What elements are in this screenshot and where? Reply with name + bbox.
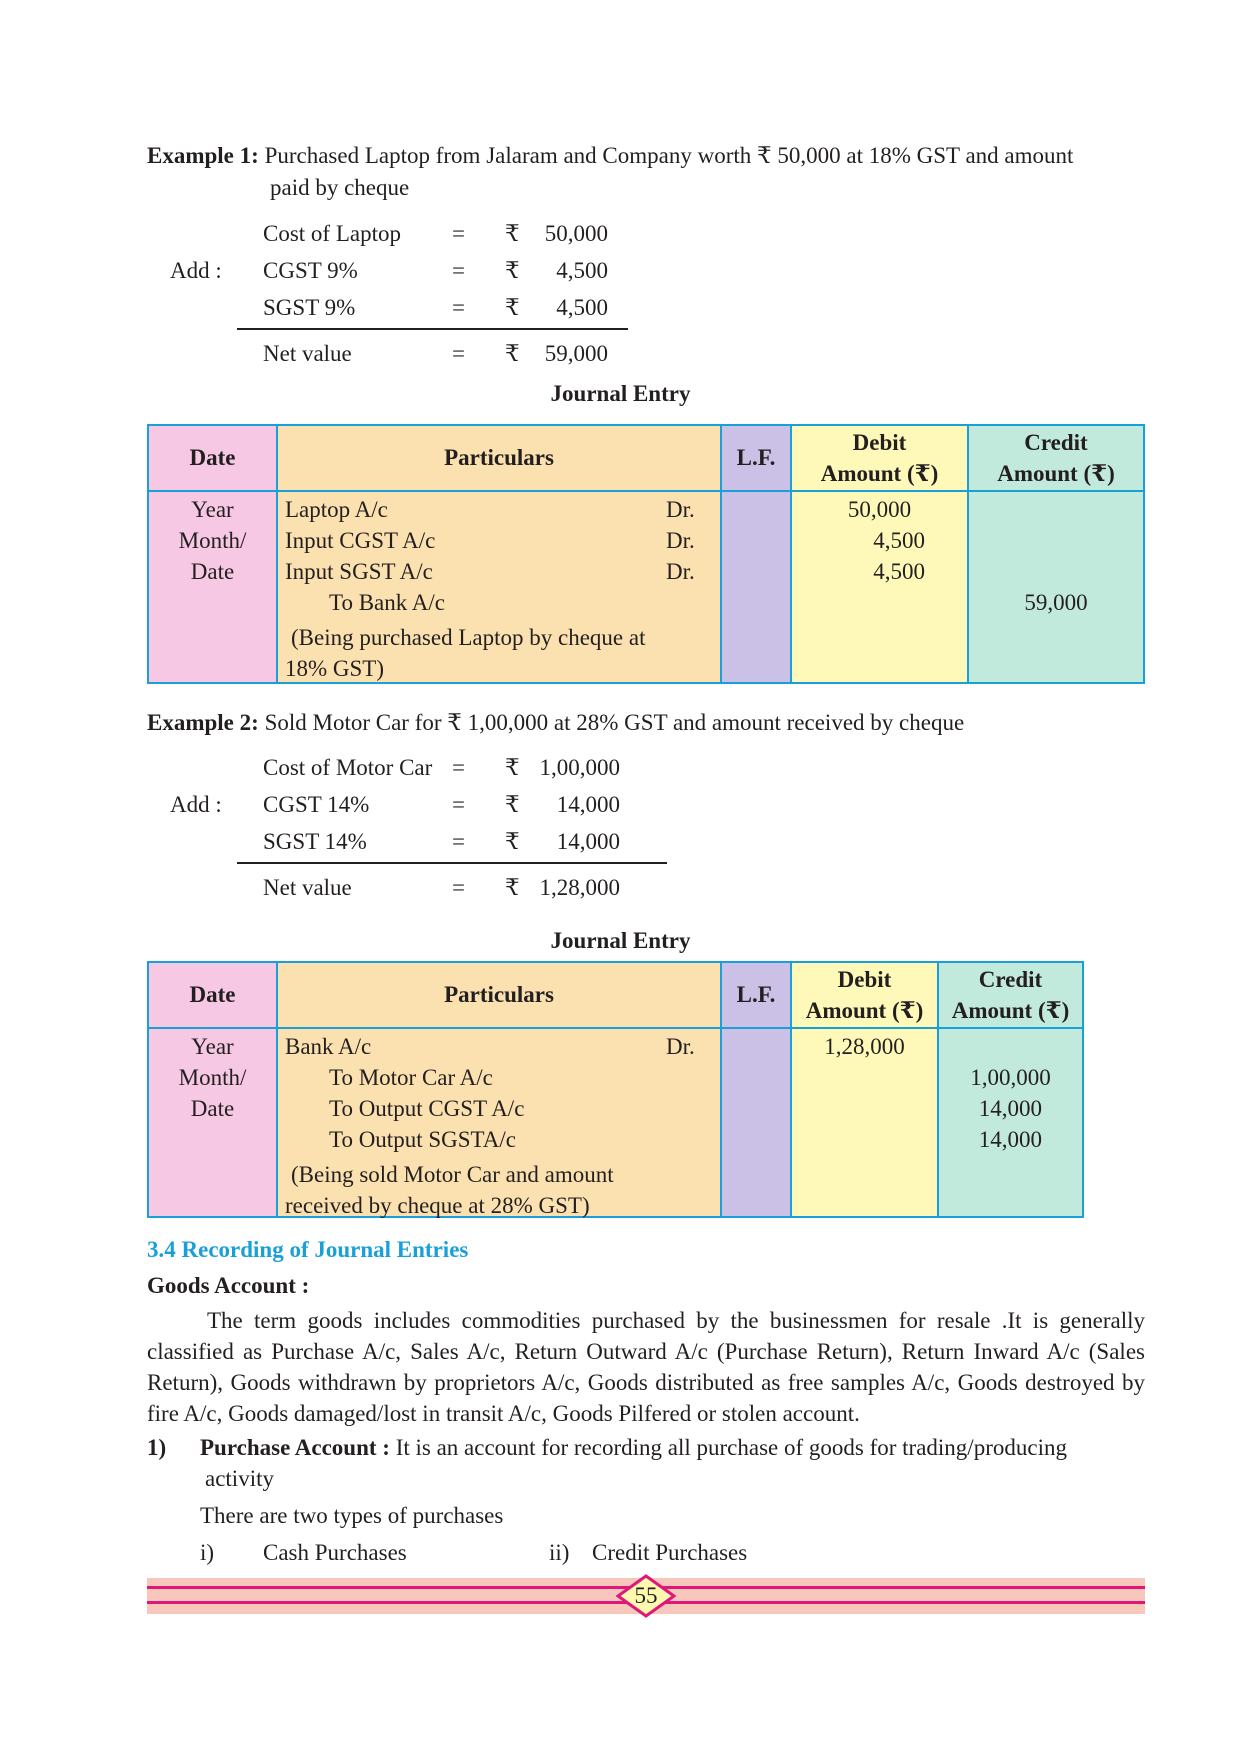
example2-text: Sold Motor Car for ₹ 1,00,000 at 28% GST and amount received by cheque — [264, 710, 965, 735]
calc-net-amount: 1,28,000 — [539, 875, 620, 900]
type-cash-purchases: Cash Purchases — [263, 1540, 407, 1565]
calc-amount: 14,000 — [556, 829, 620, 854]
type-i-number: i) — [200, 1540, 215, 1565]
date-line: Month/ — [178, 528, 247, 553]
calc-eq: = — [452, 792, 465, 817]
add-label: Add : — [170, 258, 222, 283]
calc-eq: = — [452, 755, 465, 780]
purchase-types-intro: There are two types of purchases — [200, 1503, 504, 1528]
header-credit — [969, 426, 1143, 490]
calc-eq: = — [452, 221, 465, 246]
credit-amount: 14,000 — [978, 1127, 1042, 1152]
particular: To Output SGSTA/c — [329, 1127, 516, 1152]
page-number: 55 — [634, 1583, 658, 1609]
purchase-account-text: It is an account for recording all purchase of goods for trading/producing — [395, 1435, 1067, 1460]
example2-statement — [147, 707, 1145, 738]
section-heading: 3.4 Recording of Journal Entries — [147, 1237, 469, 1262]
journal-title: Journal Entry — [550, 381, 691, 406]
credit-amount: 14,000 — [978, 1096, 1042, 1121]
calc-net-label: Net value — [263, 875, 352, 900]
particular: Laptop A/c — [285, 497, 388, 522]
particular: To Output CGST A/c — [329, 1096, 525, 1121]
calc-item: CGST 14% — [263, 792, 370, 817]
header-credit — [939, 963, 1082, 1027]
header-credit-line1: Credit — [1024, 429, 1088, 455]
particular: Input CGST A/c — [285, 528, 436, 553]
rupee-icon: ₹ — [505, 755, 520, 780]
narration: (Being purchased Laptop by cheque at — [291, 625, 646, 650]
header-date: Date — [189, 445, 236, 471]
debit-amount: 50,000 — [847, 497, 912, 522]
example1-calculation — [0, 218, 700, 398]
calc-item: Cost of Motor Car — [263, 755, 433, 780]
calc-eq: = — [452, 295, 465, 320]
calc-amount: 4,500 — [556, 295, 608, 320]
rupee-icon: ₹ — [505, 875, 520, 900]
purchase-account-text-cont: activity — [205, 1466, 274, 1491]
type-ii-number: ii) — [549, 1540, 570, 1565]
header-date: Date — [189, 982, 236, 1008]
total-rule — [237, 328, 628, 330]
credit-amount: 59,000 — [1024, 590, 1088, 615]
date-line: Year — [191, 1034, 234, 1059]
dr-label: Dr. — [666, 1034, 695, 1059]
header-lf: L.F. — [736, 445, 776, 471]
date-line: Date — [190, 559, 235, 584]
rupee-icon: ₹ — [505, 258, 520, 283]
journal-table-2 — [147, 961, 1084, 1218]
rupee-icon: ₹ — [505, 341, 520, 366]
debit-amount: 4,500 — [873, 528, 925, 553]
date-line: Year — [191, 497, 234, 522]
header-credit-line2: Amount (₹) — [997, 461, 1115, 486]
calc-amount: 50,000 — [544, 221, 608, 246]
date-line: Month/ — [178, 1065, 247, 1090]
debit-amount: 1,28,000 — [824, 1034, 905, 1059]
goods-account-heading: Goods Account : — [147, 1273, 310, 1298]
journal-table-1 — [147, 424, 1145, 684]
calc-amount: 4,500 — [556, 258, 608, 283]
example2-label: Example 2: — [147, 710, 259, 735]
dr-label: Dr. — [666, 528, 695, 553]
goods-paragraph: The term goods includes commodities purchased by the businessmen for resale .It is generally classified as Purchase A/c, Sales A/c, Return Outward A/c (Purchase Return), Return Inward A/c (Sales Return), Goods withdrawn by proprietors A/c, Goods distributed as free samples A/c, Goods destroyed by fire A/c, Goods damaged/lost in transit A/c, Goods Pilfered or stolen account. — [147, 1308, 1145, 1427]
rupee-icon: ₹ — [505, 829, 520, 854]
header-debit — [792, 426, 967, 490]
header-particulars: Particulars — [444, 982, 554, 1008]
header-debit-line2: Amount (₹) — [820, 461, 939, 486]
header-credit-line2: Amount (₹) — [951, 998, 1070, 1023]
calc-eq: = — [452, 829, 465, 854]
particular: To Motor Car A/c — [329, 1065, 493, 1090]
particular: Input SGST A/c — [285, 559, 433, 584]
calc-net-label: Net value — [263, 341, 352, 366]
calc-item: CGST 9% — [263, 258, 358, 283]
header-credit-line1: Credit — [978, 966, 1043, 992]
calc-amount: 14,000 — [556, 792, 620, 817]
calc-eq: = — [452, 875, 465, 900]
calc-net-amount: 59,000 — [544, 341, 608, 366]
dr-label: Dr. — [666, 559, 695, 584]
header-debit-line2: Amount (₹) — [805, 998, 924, 1023]
total-rule — [237, 862, 667, 864]
purchase-account-heading: Purchase Account : — [200, 1435, 390, 1460]
credit-amount: 1,00,000 — [970, 1065, 1051, 1090]
rupee-icon: ₹ — [505, 295, 520, 320]
date-line: Date — [190, 1096, 235, 1121]
list-number: 1) — [147, 1435, 167, 1460]
calc-amount: 1,00,000 — [539, 755, 620, 780]
calc-eq: = — [452, 341, 465, 366]
example1-statement — [147, 140, 1145, 171]
rupee-icon: ₹ — [505, 221, 520, 246]
example1-text: Purchased Laptop from Jalaram and Company worth ₹ 50,000 at 18% GST and amount — [264, 143, 1074, 168]
purchase-account-item — [200, 1432, 1145, 1463]
example1-label: Example 1: — [147, 143, 259, 168]
calc-item: SGST 9% — [263, 295, 356, 320]
header-debit — [792, 963, 937, 1027]
header-debit-line1: Debit — [837, 966, 892, 992]
header-debit-line1: Debit — [852, 429, 907, 455]
narration: received by cheque at 28% GST) — [285, 1193, 590, 1218]
journal-title: Journal Entry — [550, 928, 691, 953]
calc-item: Cost of Laptop — [263, 221, 401, 246]
header-particulars: Particulars — [444, 445, 554, 471]
example2-calculation — [0, 752, 700, 932]
particular: To Bank A/c — [329, 590, 445, 615]
dr-label: Dr. — [666, 497, 695, 522]
type-credit-purchases: Credit Purchases — [592, 1540, 748, 1565]
narration: (Being sold Motor Car and amount — [291, 1162, 614, 1187]
calc-eq: = — [452, 258, 465, 283]
add-label: Add : — [170, 792, 222, 817]
calc-item: SGST 14% — [263, 829, 367, 854]
example1-text-cont: paid by cheque — [270, 175, 410, 200]
rupee-icon: ₹ — [505, 792, 520, 817]
particular: Bank A/c — [285, 1034, 372, 1059]
debit-amount: 4,500 — [873, 559, 925, 584]
header-lf: L.F. — [736, 982, 776, 1008]
narration: 18% GST) — [285, 656, 385, 681]
